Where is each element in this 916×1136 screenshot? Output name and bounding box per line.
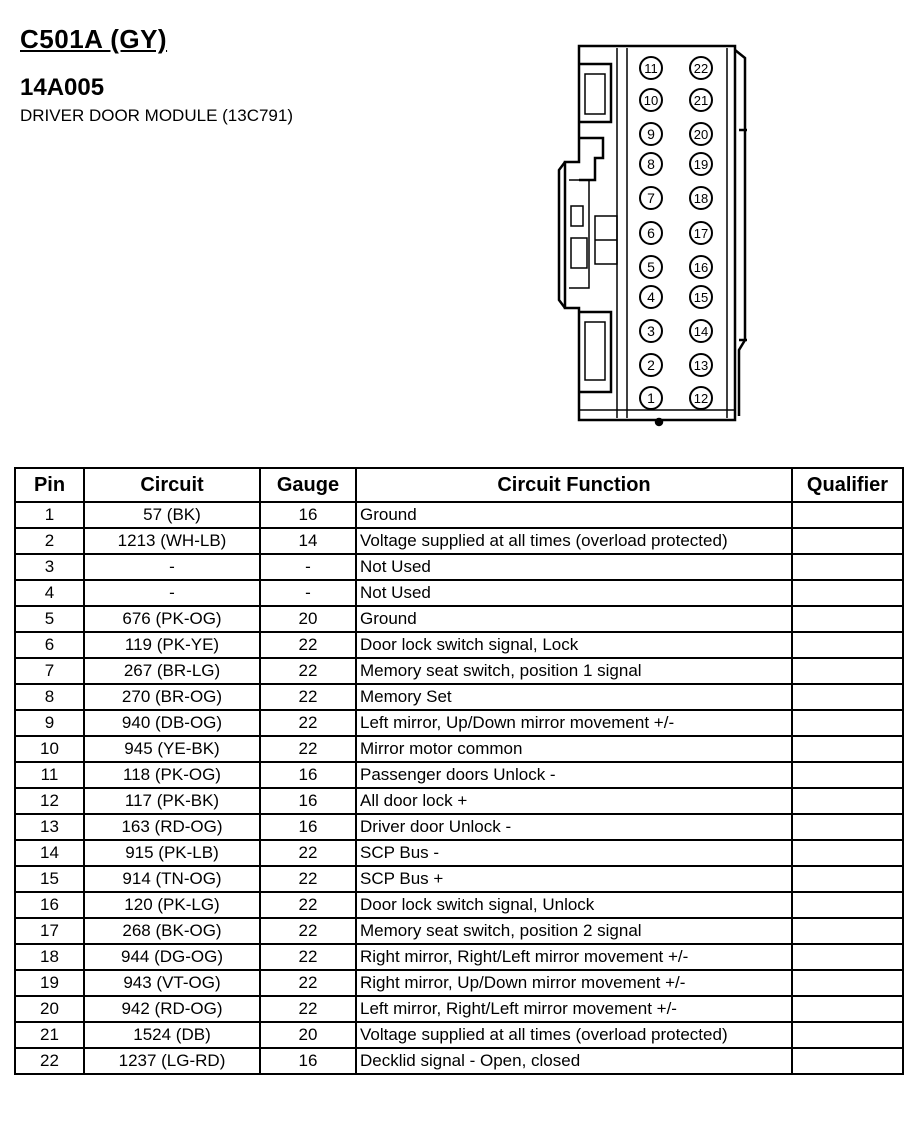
gauge-cell: - <box>260 554 356 580</box>
connector-pin-label: 9 <box>647 126 655 142</box>
connector-pin-18 <box>690 187 712 209</box>
connector-pin-label: 19 <box>693 157 709 172</box>
circuit-cell: 942 (RD-OG) <box>84 996 260 1022</box>
qualifier-cell <box>792 918 903 944</box>
connector-pin-label: 6 <box>647 225 655 241</box>
header-circuit-function: Circuit Function <box>356 468 792 502</box>
connector-pin-label: 8 <box>647 156 655 172</box>
circuit-cell: 914 (TN-OG) <box>84 866 260 892</box>
qualifier-cell <box>792 762 903 788</box>
connector-pin-4 <box>640 286 662 308</box>
gauge-cell: 22 <box>260 632 356 658</box>
gauge-cell: 14 <box>260 528 356 554</box>
gauge-cell: 20 <box>260 606 356 632</box>
gauge-cell: 22 <box>260 710 356 736</box>
qualifier-cell <box>792 710 903 736</box>
circuit-cell: 270 (BR-OG) <box>84 684 260 710</box>
connector-face-diagram <box>555 40 755 432</box>
connector-pin-9 <box>640 123 662 145</box>
table-row <box>15 996 903 1022</box>
qualifier-cell <box>792 528 903 554</box>
connector-pin-22 <box>690 57 712 79</box>
qualifier-cell <box>792 632 903 658</box>
circuit-function-cell: Voltage supplied at all times (overload protected) <box>356 528 792 554</box>
qualifier-cell <box>792 684 903 710</box>
gauge-cell: 16 <box>260 788 356 814</box>
circuit-function-cell: Door lock switch signal, Unlock <box>356 892 792 918</box>
connector-id: C501A (GY) <box>20 24 168 54</box>
pin-cell: 7 <box>15 658 84 684</box>
qualifier-cell <box>792 970 903 996</box>
gauge-cell: 22 <box>260 996 356 1022</box>
circuit-cell: 944 (DG-OG) <box>84 944 260 970</box>
circuit-function-cell: Ground <box>356 606 792 632</box>
circuit-cell: 118 (PK-OG) <box>84 762 260 788</box>
table-row <box>15 528 903 554</box>
table-row <box>15 1048 903 1074</box>
qualifier-cell <box>792 996 903 1022</box>
connector-pin-label: 5 <box>647 259 655 275</box>
connector-pin-label: 18 <box>693 191 709 206</box>
pin-cell: 2 <box>15 528 84 554</box>
header-qualifier: Qualifier <box>792 468 903 502</box>
connector-pin-label: 20 <box>693 127 709 142</box>
table-row <box>15 1022 903 1048</box>
table-row <box>15 970 903 996</box>
pin-cell: 4 <box>15 580 84 606</box>
connector-pin-21 <box>690 89 712 111</box>
connector-pin-13 <box>690 354 712 376</box>
pin-cell: 17 <box>15 918 84 944</box>
circuit-cell: 1237 (LG-RD) <box>84 1048 260 1074</box>
module-name: DRIVER DOOR MODULE (13C791) <box>20 106 294 125</box>
connector-pin-label: 16 <box>693 260 709 275</box>
connector-pin-label: 2 <box>647 357 655 373</box>
connector-pin-11 <box>640 57 662 79</box>
pin-cell: 19 <box>15 970 84 996</box>
qualifier-cell <box>792 1048 903 1074</box>
circuit-function-cell: Left mirror, Up/Down mirror movement +/- <box>356 710 792 736</box>
pin-cell: 13 <box>15 814 84 840</box>
connector-pin-3 <box>640 320 662 342</box>
part-number: 14A005 <box>20 74 105 101</box>
gauge-cell: 22 <box>260 970 356 996</box>
qualifier-cell <box>792 502 903 528</box>
table-row <box>15 554 903 580</box>
pin-cell: 11 <box>15 762 84 788</box>
pin-cell: 15 <box>15 866 84 892</box>
connector-pin-20 <box>690 123 712 145</box>
connector-pin-label: 7 <box>647 190 655 206</box>
gauge-cell: 22 <box>260 892 356 918</box>
qualifier-cell <box>792 788 903 814</box>
table-row <box>15 736 903 762</box>
pin-cell: 9 <box>15 710 84 736</box>
connector-pin-label: 1 <box>647 390 655 406</box>
gauge-cell: - <box>260 580 356 606</box>
header-gauge: Gauge <box>260 468 356 502</box>
table-row <box>15 762 903 788</box>
circuit-function-cell: Not Used <box>356 554 792 580</box>
circuit-function-cell: Memory seat switch, position 1 signal <box>356 658 792 684</box>
connector-pin-label: 10 <box>643 93 659 108</box>
pin-cell: 16 <box>15 892 84 918</box>
table-row <box>15 606 903 632</box>
circuit-cell: 1213 (WH-LB) <box>84 528 260 554</box>
gauge-cell: 20 <box>260 1022 356 1048</box>
circuit-cell: 268 (BK-OG) <box>84 918 260 944</box>
pinout-rows <box>15 502 903 1074</box>
table-row <box>15 580 903 606</box>
connector-pin-label: 22 <box>693 61 709 76</box>
circuit-function-cell: All door lock + <box>356 788 792 814</box>
circuit-function-cell: Right mirror, Right/Left mirror movement +/- <box>356 944 792 970</box>
circuit-function-cell: Voltage supplied at all times (overload protected) <box>356 1022 792 1048</box>
connector-pin-8 <box>640 153 662 175</box>
connector-pin-label: 3 <box>647 323 655 339</box>
gauge-cell: 22 <box>260 918 356 944</box>
table-row <box>15 814 903 840</box>
circuit-cell: 1524 (DB) <box>84 1022 260 1048</box>
connector-pin-12 <box>690 387 712 409</box>
circuit-cell: 119 (PK-YE) <box>84 632 260 658</box>
connector-pin-19 <box>690 153 712 175</box>
gauge-cell: 22 <box>260 840 356 866</box>
table-row <box>15 658 903 684</box>
gauge-cell: 22 <box>260 866 356 892</box>
qualifier-cell <box>792 892 903 918</box>
table-row <box>15 788 903 814</box>
circuit-function-cell: Driver door Unlock - <box>356 814 792 840</box>
pin-cell: 10 <box>15 736 84 762</box>
qualifier-cell <box>792 606 903 632</box>
pin-cell: 22 <box>15 1048 84 1074</box>
connector-pin-label: 4 <box>647 289 655 305</box>
connector-pin-1 <box>640 387 662 409</box>
pin-cell: 3 <box>15 554 84 580</box>
qualifier-cell <box>792 1022 903 1048</box>
header-circuit: Circuit <box>84 468 260 502</box>
connector-pin-7 <box>640 187 662 209</box>
gauge-cell: 22 <box>260 944 356 970</box>
connector-pin-label: 12 <box>693 391 709 406</box>
table-row <box>15 840 903 866</box>
pin-cell: 20 <box>15 996 84 1022</box>
pin-cell: 21 <box>15 1022 84 1048</box>
table-row <box>15 632 903 658</box>
connector-pin-label: 17 <box>693 226 709 241</box>
qualifier-cell <box>792 736 903 762</box>
qualifier-cell <box>792 840 903 866</box>
circuit-function-cell: SCP Bus + <box>356 866 792 892</box>
circuit-function-cell: Decklid signal - Open, closed <box>356 1048 792 1074</box>
circuit-function-cell: Door lock switch signal, Lock <box>356 632 792 658</box>
gauge-cell: 22 <box>260 658 356 684</box>
circuit-function-cell: Ground <box>356 502 792 528</box>
pin-column-left <box>640 57 662 409</box>
table-row <box>15 918 903 944</box>
connector-pin-2 <box>640 354 662 376</box>
qualifier-cell <box>792 866 903 892</box>
qualifier-cell <box>792 944 903 970</box>
pin-cell: 14 <box>15 840 84 866</box>
circuit-function-cell: Right mirror, Up/Down mirror movement +/- <box>356 970 792 996</box>
connector-pin-15 <box>690 286 712 308</box>
qualifier-cell <box>792 554 903 580</box>
pinout-table <box>14 467 904 1075</box>
table-row <box>15 866 903 892</box>
circuit-cell: 57 (BK) <box>84 502 260 528</box>
circuit-cell: - <box>84 554 260 580</box>
pin-cell: 18 <box>15 944 84 970</box>
connector-pin-14 <box>690 320 712 342</box>
connector-pin-label: 14 <box>693 324 709 339</box>
circuit-function-cell: Memory Set <box>356 684 792 710</box>
connector-pin-10 <box>640 89 662 111</box>
qualifier-cell <box>792 580 903 606</box>
connector-pin-label: 13 <box>693 358 709 373</box>
pin-cell: 12 <box>15 788 84 814</box>
circuit-cell: 117 (PK-BK) <box>84 788 260 814</box>
circuit-cell: 676 (PK-OG) <box>84 606 260 632</box>
gauge-cell: 16 <box>260 814 356 840</box>
circuit-cell: 943 (VT-OG) <box>84 970 260 996</box>
table-row <box>15 710 903 736</box>
circuit-cell: 940 (DB-OG) <box>84 710 260 736</box>
circuit-cell: - <box>84 580 260 606</box>
circuit-function-cell: Left mirror, Right/Left mirror movement +/- <box>356 996 792 1022</box>
circuit-cell: 945 (YE-BK) <box>84 736 260 762</box>
circuit-cell: 915 (PK-LB) <box>84 840 260 866</box>
gauge-cell: 16 <box>260 502 356 528</box>
pin-column-right <box>690 57 712 409</box>
qualifier-cell <box>792 814 903 840</box>
gauge-cell: 16 <box>260 762 356 788</box>
circuit-cell: 163 (RD-OG) <box>84 814 260 840</box>
connector-pin-6 <box>640 222 662 244</box>
table-row <box>15 684 903 710</box>
circuit-function-cell: Memory seat switch, position 2 signal <box>356 918 792 944</box>
connector-pin-17 <box>690 222 712 244</box>
gauge-cell: 22 <box>260 736 356 762</box>
circuit-function-cell: SCP Bus - <box>356 840 792 866</box>
gauge-cell: 22 <box>260 684 356 710</box>
circuit-cell: 120 (PK-LG) <box>84 892 260 918</box>
connector-pin-16 <box>690 256 712 278</box>
gauge-cell: 16 <box>260 1048 356 1074</box>
pin-cell: 1 <box>15 502 84 528</box>
connector-pin-5 <box>640 256 662 278</box>
pin-cell: 6 <box>15 632 84 658</box>
table-header-row <box>15 468 903 502</box>
circuit-function-cell: Passenger doors Unlock - <box>356 762 792 788</box>
pin-cell: 5 <box>15 606 84 632</box>
connector-pin-label: 15 <box>693 290 709 305</box>
connector-pin-label: 21 <box>693 93 709 108</box>
connector-pin-label: 11 <box>644 61 658 76</box>
circuit-function-cell: Not Used <box>356 580 792 606</box>
table-row <box>15 892 903 918</box>
pin-cell: 8 <box>15 684 84 710</box>
table-row <box>15 502 903 528</box>
header-pin: Pin <box>15 468 84 502</box>
qualifier-cell <box>792 658 903 684</box>
circuit-cell: 267 (BR-LG) <box>84 658 260 684</box>
circuit-function-cell: Mirror motor common <box>356 736 792 762</box>
table-row <box>15 944 903 970</box>
